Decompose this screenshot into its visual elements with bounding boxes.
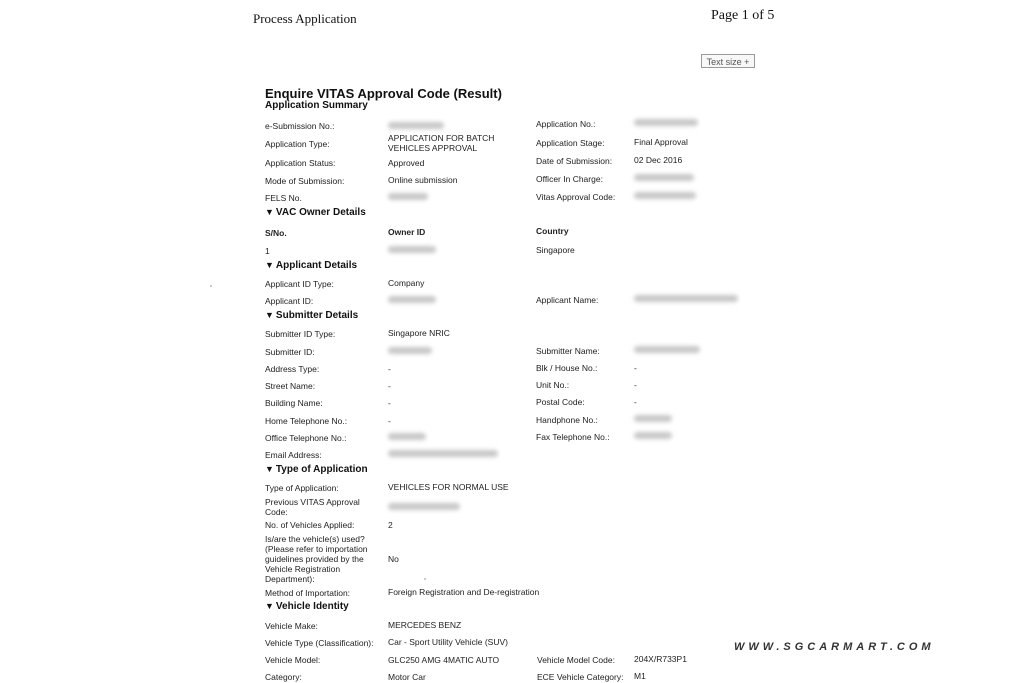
redacted-value [634,295,738,302]
redacted-value [634,415,672,422]
used-vehicle-label-2: (Please refer to importation [265,544,368,554]
unit-no-value: - [634,380,637,390]
mode-of-submission-value: Online submission [388,175,458,185]
method-of-importation-label: Method of Importation: [265,588,351,598]
home-telephone-value: - [388,416,391,426]
vehicle-identity-section-heading[interactable] [265,601,349,612]
application-status-label: Application Status: [265,158,336,168]
speck [424,578,426,580]
redacted-value [634,192,696,199]
num-vehicles-value: 2 [388,520,393,530]
vehicle-type-value: Car - Sport Utility Vehicle (SUV) [388,637,508,647]
redacted-value [388,193,428,200]
redacted-value [388,296,436,303]
vehicle-model-code-label: Vehicle Model Code: [537,655,615,665]
officer-in-charge-label: Officer In Charge: [536,174,603,184]
col-country: Country [536,226,569,236]
type-of-application-label: Type of Application: [265,483,339,493]
used-vehicle-label-5: Department): [265,574,315,584]
applicant-id-label: Applicant ID: [265,296,314,306]
application-type-value: APPLICATION FOR BATCH [388,133,495,143]
collapse-triangle-icon: ▼ [265,310,274,320]
collapse-triangle-icon: ▼ [265,207,274,217]
fax-telephone-label: Fax Telephone No.: [536,432,610,442]
section-title: Vehicle Identity [275,601,349,612]
used-vehicle-label: Is/are the vehicle(s) used? [265,534,365,544]
redacted-value [388,433,426,440]
vehicle-make-label: Vehicle Make: [265,621,318,631]
redacted-value [634,432,672,439]
collapse-triangle-icon: ▼ [265,464,274,474]
submitter-id-type-label: Submitter ID Type: [265,329,336,339]
redacted-value [388,347,432,354]
section-title: Applicant Details [275,260,358,271]
ece-category-label: ECE Vehicle Category: [537,672,624,682]
used-vehicle-label-4: Vehicle Registration [265,564,341,574]
email-address-label: Email Address: [265,450,322,460]
watermark: WWW.SGCARMART.COM [734,641,935,653]
category-label: Category: [265,672,302,682]
vehicle-model-value: GLC250 AMG 4MATIC AUTO [388,655,500,665]
vehicle-make-value: MERCEDES BENZ [388,620,462,630]
method-of-importation-value: Foreign Registration and De-registration [388,587,540,597]
application-stage-value: Final Approval [634,137,688,147]
application-stage-label: Application Stage: [536,138,605,148]
date-of-submission-label: Date of Submission: [536,156,613,166]
owner-row-country: Singapore [536,245,575,255]
application-no-label: Application No.: [536,119,596,129]
redacted-value [634,346,700,353]
redacted-value [388,122,444,129]
type-of-application-section-heading[interactable] [265,464,368,475]
blk-house-label: Blk / House No.: [536,363,598,373]
redacted-value [388,246,436,253]
handphone-label: Handphone No.: [536,415,598,425]
type-of-application-value: VEHICLES FOR NORMAL USE [388,482,509,492]
applicant-id-type-value: Company [388,278,425,288]
applicant-section-heading[interactable] [265,260,357,271]
vehicle-model-code-value: 204X/R733P1 [634,654,687,664]
col-sno: S/No. [265,228,287,238]
application-type-label: Application Type: [265,139,330,149]
applicant-name-label: Applicant Name: [536,295,599,305]
text-size-button[interactable]: Text size + [701,54,755,68]
submitter-id-type-value: Singapore NRIC [388,328,450,338]
fels-no-label: FELS No. [265,193,302,203]
vehicle-type-label: Vehicle Type (Classification): [265,638,374,648]
section-title: Submitter Details [275,310,359,321]
category-value: Motor Car [388,672,426,682]
redacted-value [388,450,498,457]
speck [210,285,212,287]
owner-row-sno: 1 [265,246,270,256]
redacted-value [388,503,460,510]
vehicle-model-label: Vehicle Model: [265,655,321,665]
vitas-approval-code-label: Vitas Approval Code: [536,192,616,202]
building-name-value: - [388,398,391,408]
application-status-value: Approved [388,158,425,168]
redacted-value [634,119,698,126]
submission-no-label: e-Submission No.: [265,121,335,131]
section-title: VAC Owner Details [275,207,366,218]
submitter-id-label: Submitter ID: [265,347,315,357]
previous-vitas-code-label-2: Code: [265,507,288,517]
street-name-value: - [388,381,391,391]
used-vehicle-label-3: guidelines provided by the [265,554,364,564]
section-title: Type of Application [275,464,368,475]
used-vehicle-value: No [388,554,399,564]
page-number: Page 1 of 5 [711,8,775,23]
collapse-triangle-icon: ▼ [265,260,274,270]
applicant-id-type-label: Applicant ID Type: [265,279,334,289]
office-telephone-label: Office Telephone No.: [265,433,347,443]
application-summary-heading: Application Summary [265,100,368,111]
blk-house-value: - [634,363,637,373]
date-of-submission-value: 02 Dec 2016 [634,155,683,165]
address-type-label: Address Type: [265,364,320,374]
submitter-name-label: Submitter Name: [536,346,600,356]
ece-category-value: M1 [634,671,646,681]
num-vehicles-label: No. of Vehicles Applied: [265,520,355,530]
building-name-label: Building Name: [265,398,323,408]
address-type-value: - [388,364,391,374]
page-header-title: Process Application [253,11,357,26]
document-title: Enquire VITAS Approval Code (Result) [265,86,502,101]
unit-no-label: Unit No.: [536,380,570,390]
vac-owner-section-heading[interactable] [265,207,366,218]
collapse-triangle-icon: ▼ [265,601,274,611]
redacted-value [634,174,694,181]
postal-code-label: Postal Code: [536,397,585,407]
submitter-section-heading[interactable] [265,310,358,321]
col-owner-id: Owner ID [388,227,426,237]
home-telephone-label: Home Telephone No.: [265,416,348,426]
street-name-label: Street Name: [265,381,316,391]
previous-vitas-code-label: Previous VITAS Approval [265,497,360,507]
mode-of-submission-label: Mode of Submission: [265,176,345,186]
postal-code-value: - [634,397,637,407]
application-type-value-2: VEHICLES APPROVAL [388,143,478,153]
